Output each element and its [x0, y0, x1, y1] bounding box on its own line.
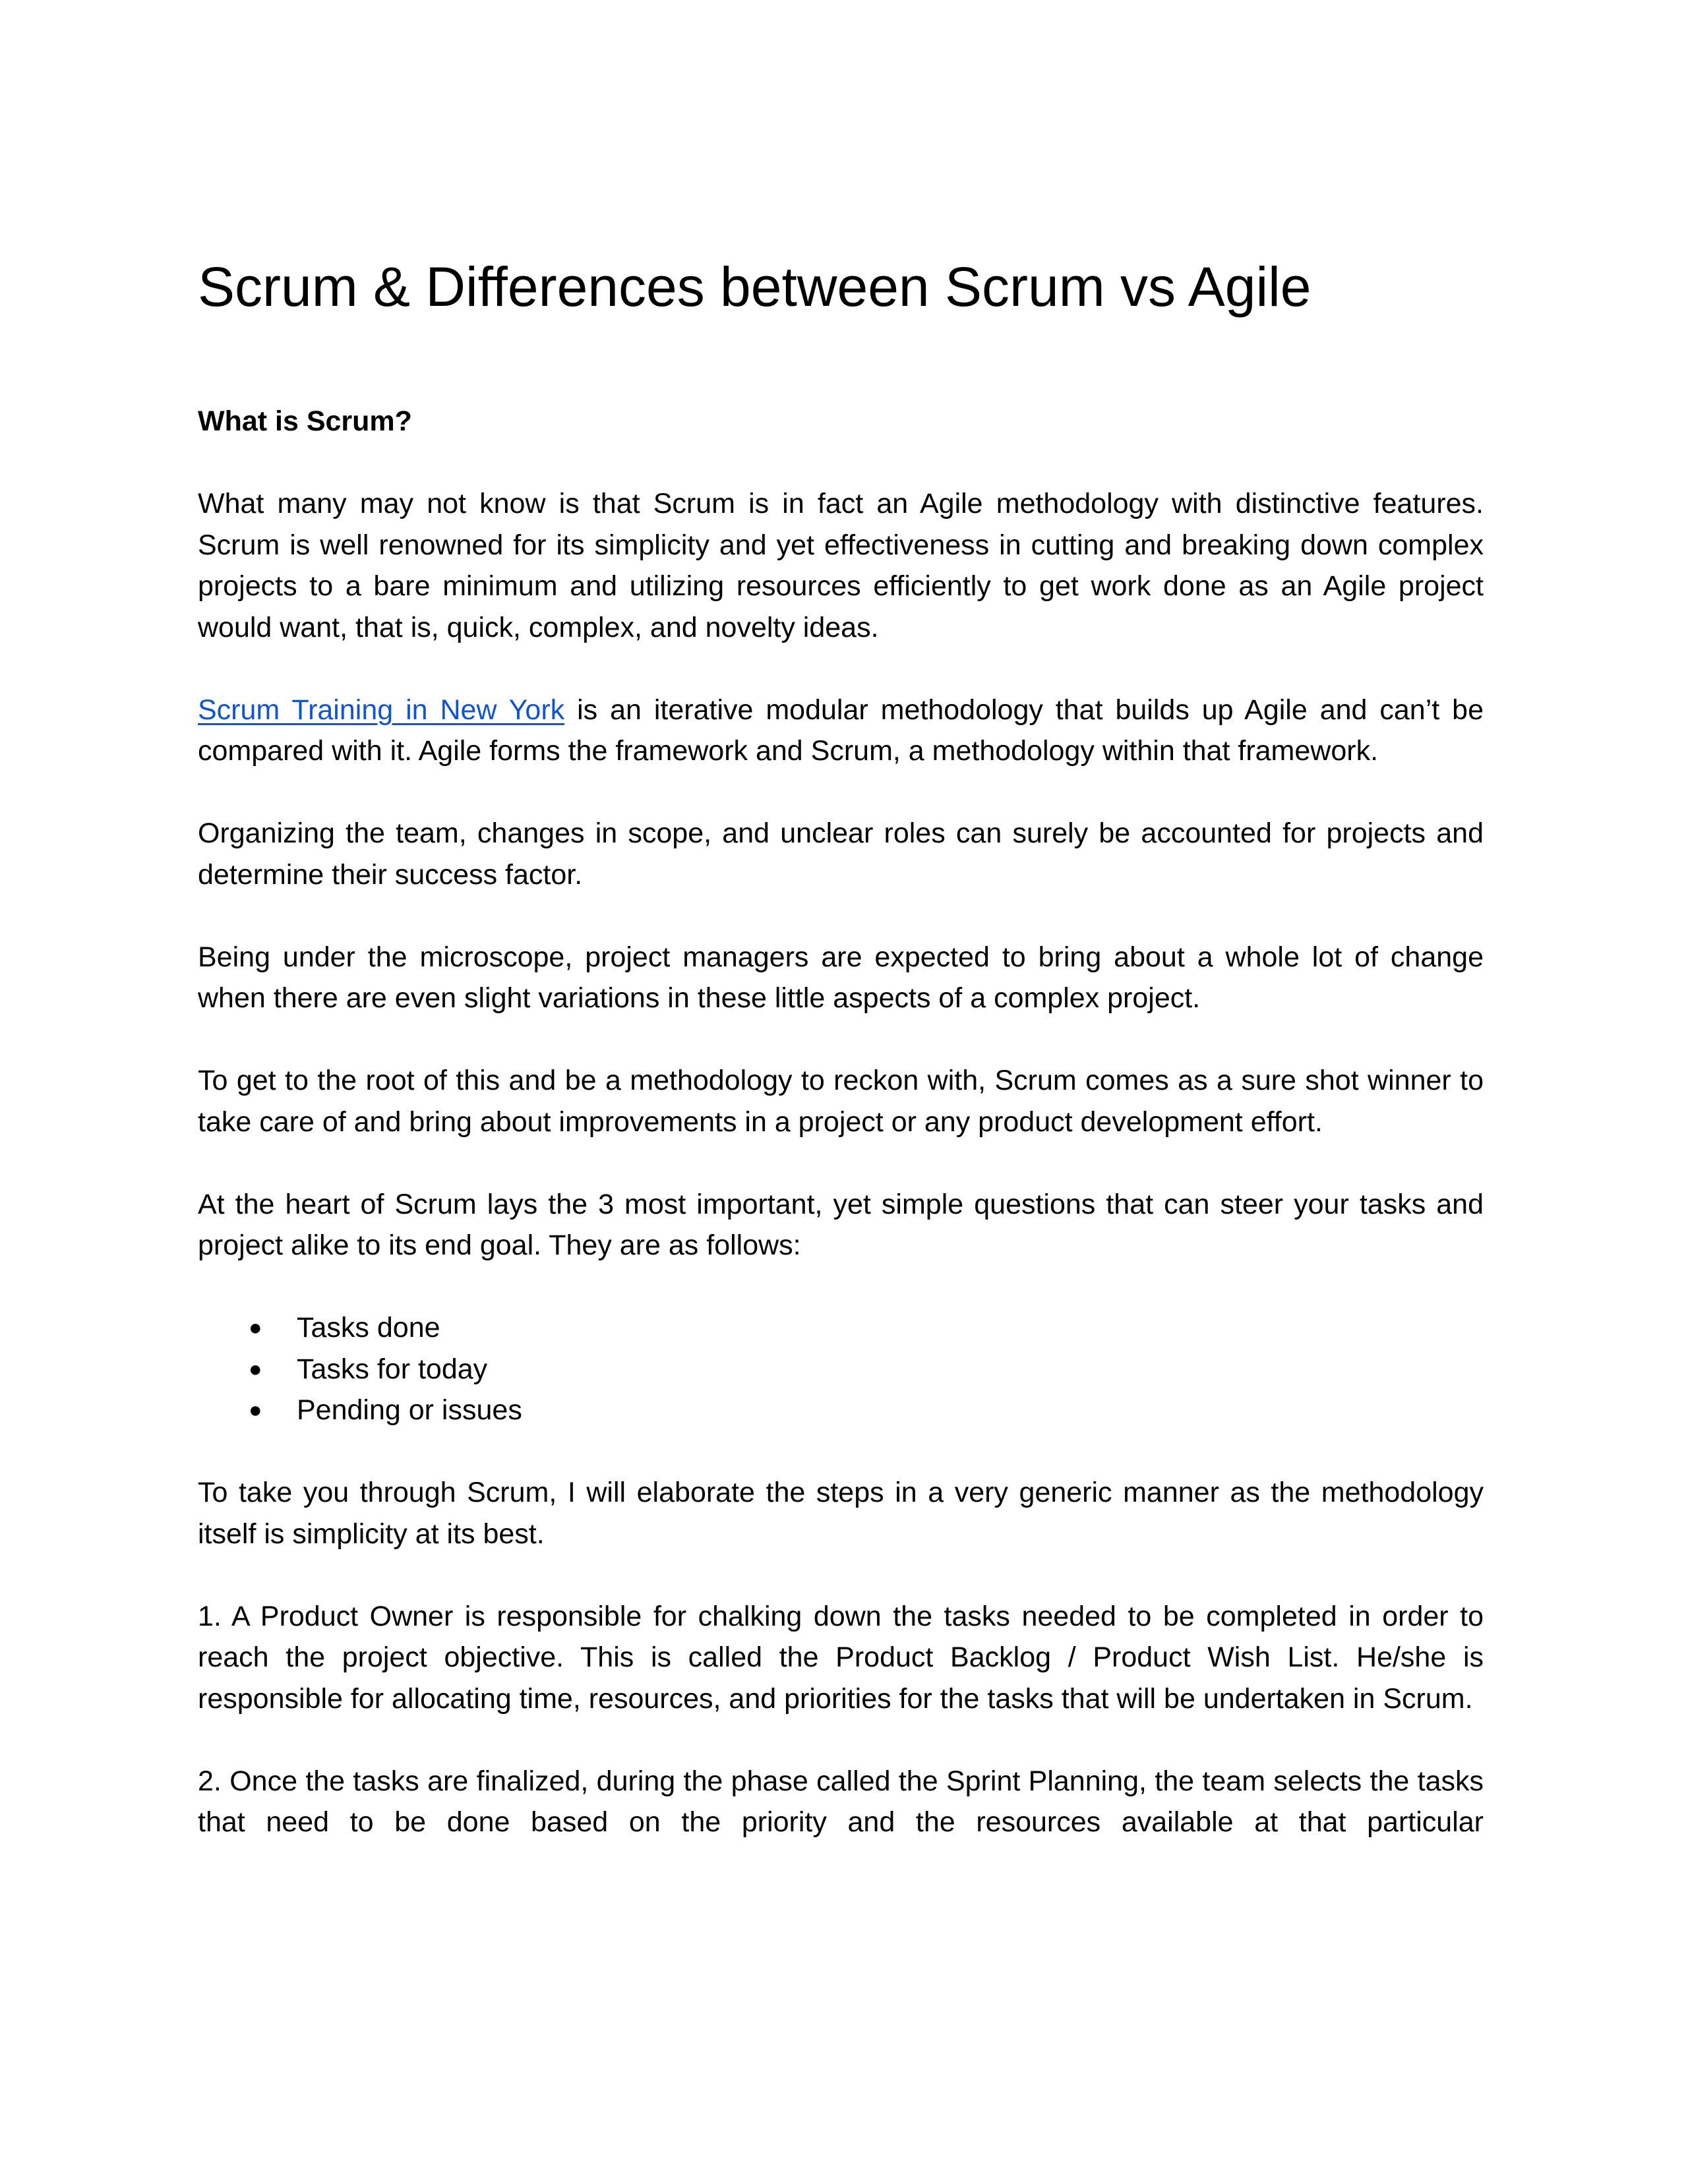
list-item: [198, 1349, 1484, 1390]
bullet-icon: ●: [249, 1315, 262, 1340]
paragraph-root: To get to the root of this and be a methodology to reckon with, Scrum comes as a sure shot winner to take care of and bring about improvements in a project or any product development effort.: [198, 1065, 1484, 1138]
list-item: [198, 1390, 1484, 1431]
list-item-text: Tasks for today: [297, 1353, 488, 1385]
list-item-text: Tasks done: [297, 1312, 440, 1343]
questions-list: [198, 1307, 1484, 1431]
bullet-icon: ●: [249, 1398, 262, 1423]
paragraph-steps-intro: To take you through Scrum, I will elaborate the steps in a very generic manner as the methodology itself is simplicity at its best.: [198, 1477, 1484, 1550]
paragraph-step-1: 1. A Product Owner is responsible for chalking down the tasks needed to be completed in order to reach the project objective. This is called the Product Backlog / Product Wish List. He/she is responsible for allocating time, resources, and priorities for the tasks that will be undertaken in Scrum.: [198, 1600, 1484, 1715]
paragraph-training: [198, 690, 1484, 772]
paragraph-training-text: is an iterative modular methodology that builds up Agile and can’t be compared with it. Agile forms the framework and Scrum, a methodology within that framework.: [198, 694, 1484, 767]
bullet-icon: ●: [249, 1356, 262, 1382]
paragraph-intro: What many may not know is that Scrum is in fact an Agile methodology with distinctive features. Scrum is well renowned for its simplicity and yet effectiveness in cutting and breaking down complex projects to a bare minimum and utilizing resources efficiently to get work done as an Agile project would want, that is, quick, complex, and novelty ideas.: [198, 488, 1484, 643]
scrum-training-link[interactable]: Scrum Training in New York: [198, 694, 565, 726]
document-title: Scrum & Differences between Scrum vs Agile: [198, 256, 1311, 318]
document-body: [198, 251, 1484, 1884]
paragraph-organizing: Organizing the team, changes in scope, and unclear roles can surely be accounted for projects and determine their success factor.: [198, 817, 1484, 891]
list-item: [198, 1307, 1484, 1349]
list-item-text: Pending or issues: [297, 1394, 522, 1426]
paragraph-step-2: 2. Once the tasks are finalized, during the phase called the Sprint Planning, the team selects the tasks that need to be done based on the priority and the resources available at that particular: [198, 1765, 1484, 1838]
paragraph-heart: At the heart of Scrum lays the 3 most important, yet simple questions that can steer your tasks and project alike to its end goal. They are as follows:: [198, 1188, 1484, 1261]
section-heading: What is Scrum?: [198, 405, 412, 437]
paragraph-microscope: Being under the microscope, project managers are expected to bring about a whole lot of change when there are even slight variations in these little aspects of a complex project.: [198, 941, 1484, 1014]
